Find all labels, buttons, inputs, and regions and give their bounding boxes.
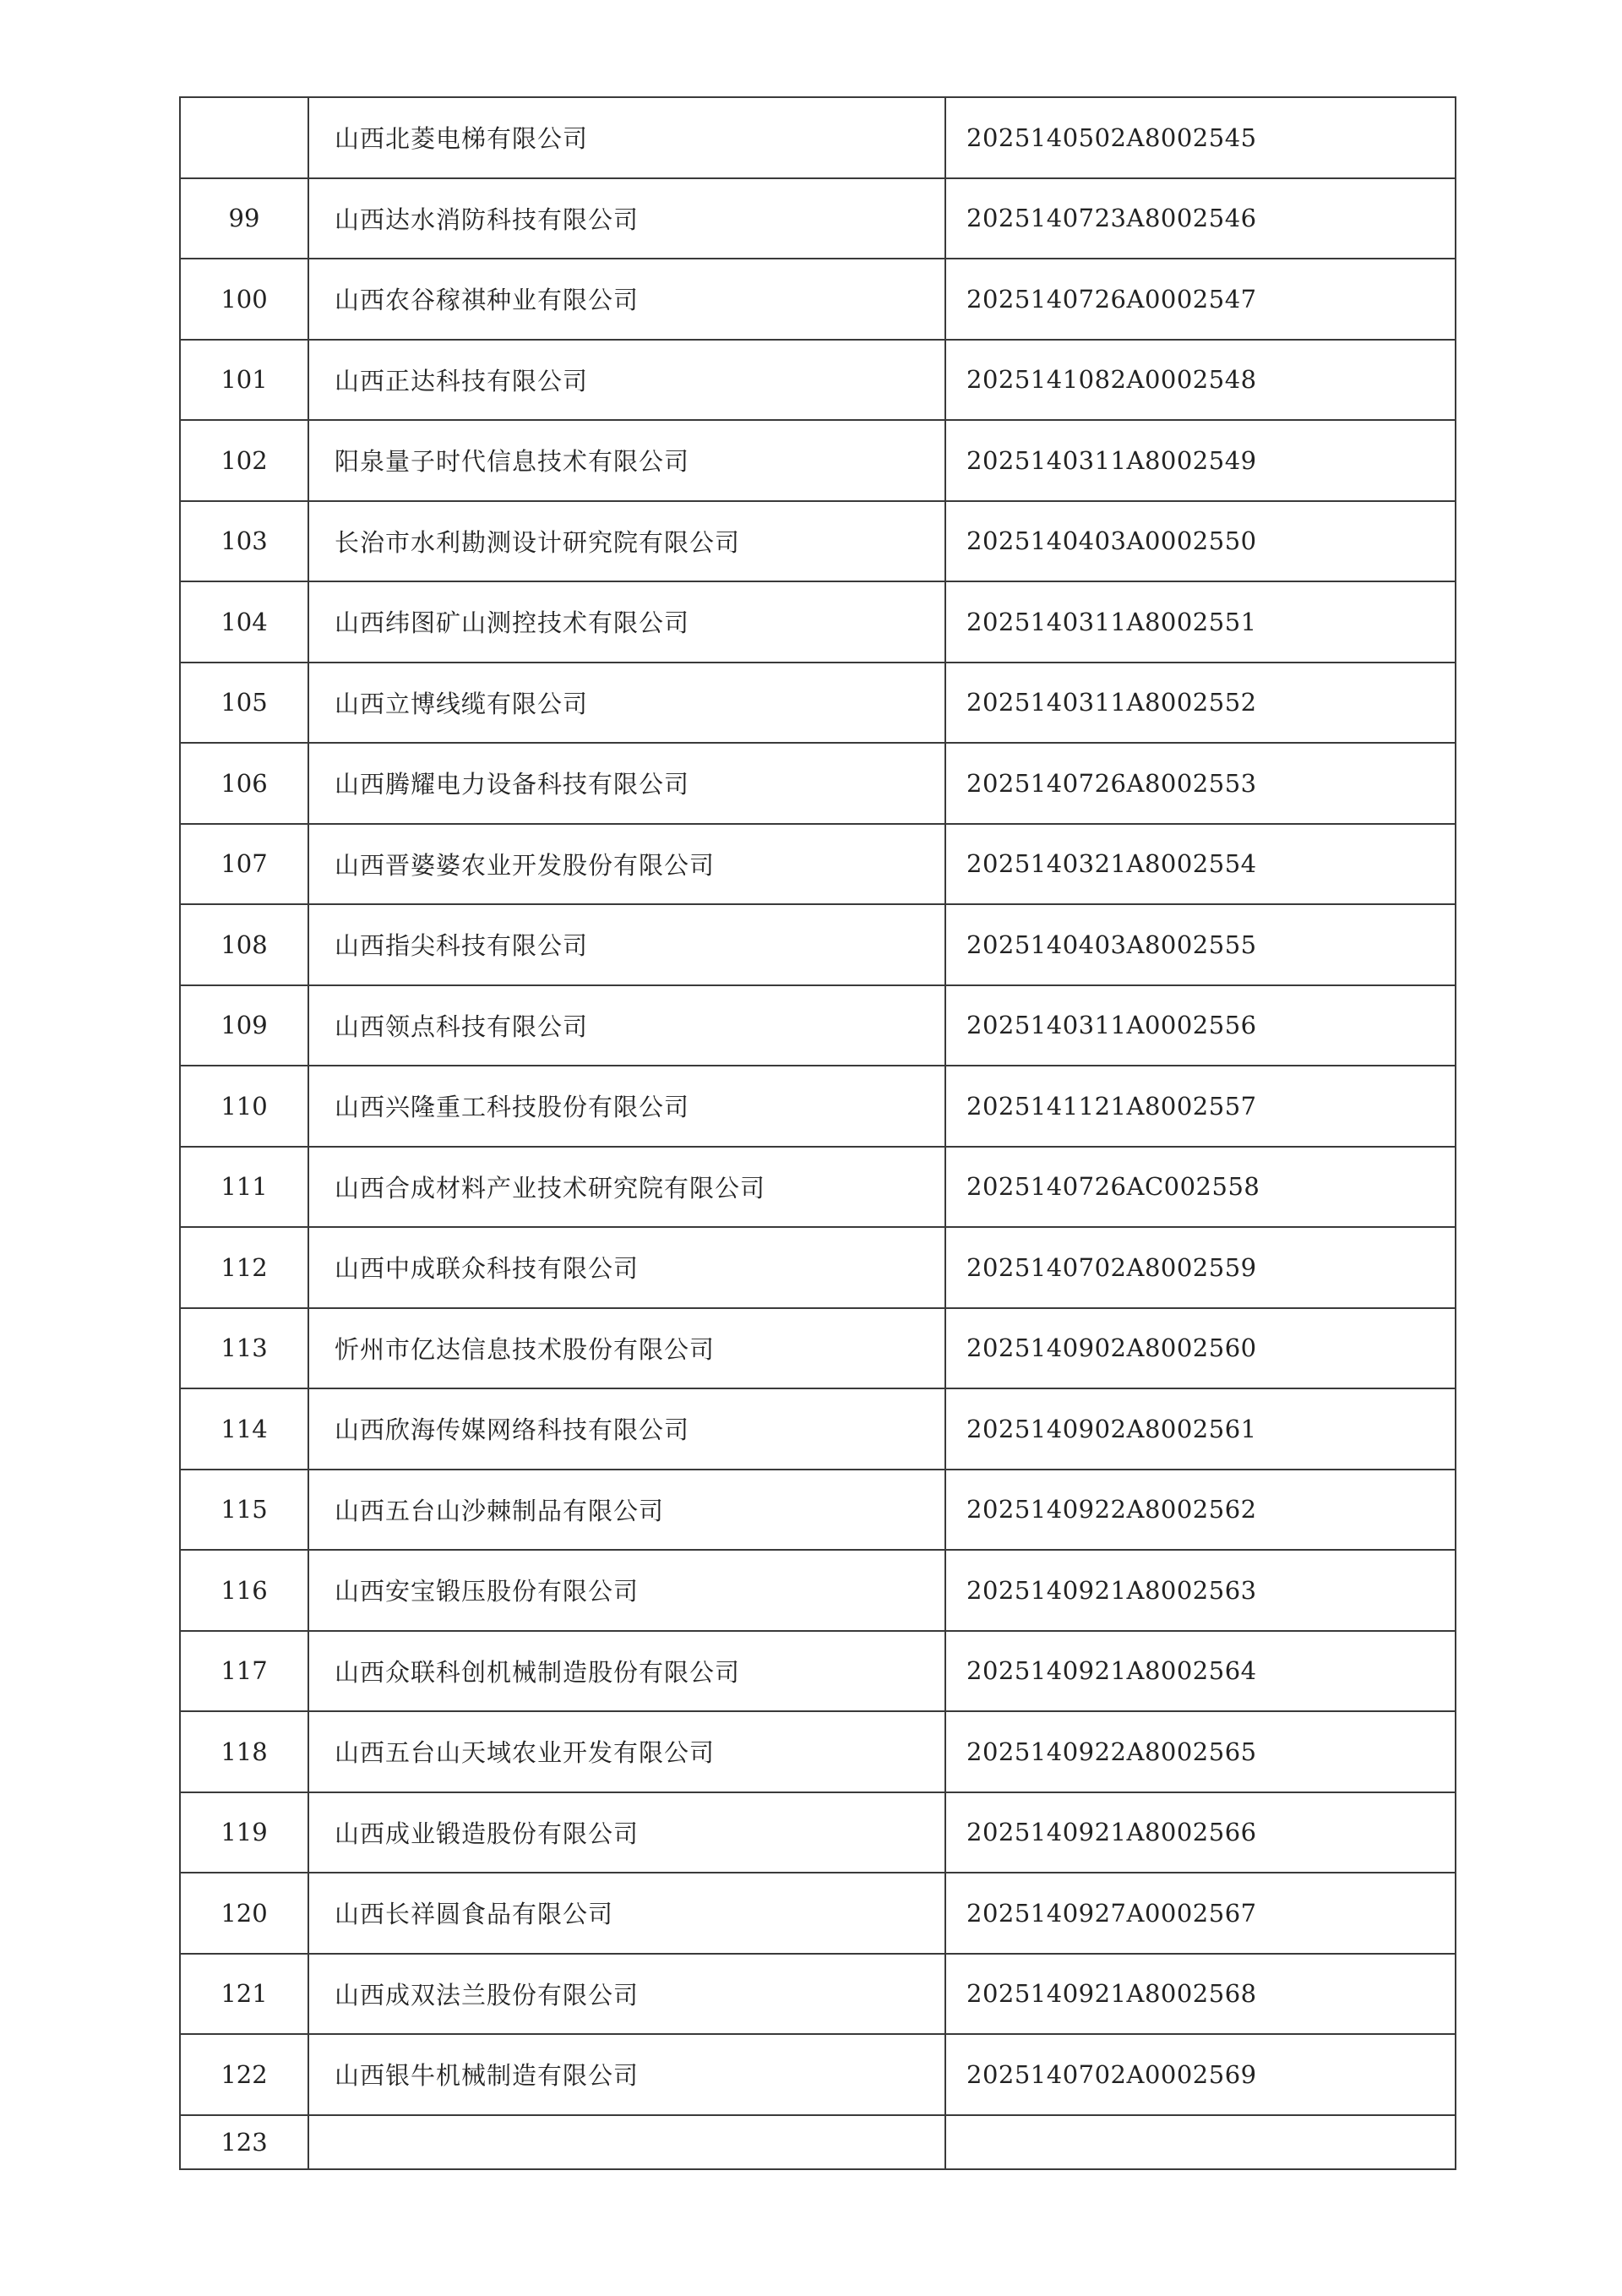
company-name-cell: 山西成业锻造股份有限公司 <box>308 1792 945 1873</box>
company-name-cell: 山西银牛机械制造有限公司 <box>308 2034 945 2115</box>
row-number-cell: 100 <box>180 259 308 340</box>
table-row <box>180 985 1456 1066</box>
company-name-cell: 山西晋婆婆农业开发股份有限公司 <box>308 824 945 905</box>
company-name-cell: 山西农谷稼祺种业有限公司 <box>308 259 945 340</box>
registration-code-cell: 2025140921A8002563 <box>945 1550 1456 1631</box>
registration-code-cell: 2025140921A8002568 <box>945 1954 1456 2035</box>
row-number-cell: 116 <box>180 1550 308 1631</box>
company-name-cell: 山西北菱电梯有限公司 <box>308 97 945 178</box>
company-name-cell: 山西安宝锻压股份有限公司 <box>308 1550 945 1631</box>
company-name-cell: 山西立博线缆有限公司 <box>308 663 945 744</box>
row-number-cell: 119 <box>180 1792 308 1873</box>
row-number-cell: 110 <box>180 1066 308 1147</box>
registration-code-cell: 2025140502A8002545 <box>945 97 1456 178</box>
table-row <box>180 1792 1456 1873</box>
row-number-cell: 112 <box>180 1227 308 1308</box>
row-number-cell: 106 <box>180 743 308 824</box>
company-name-cell: 山西众联科创机械制造股份有限公司 <box>308 1631 945 1712</box>
registration-code-cell: 2025140921A8002566 <box>945 1792 1456 1873</box>
table-row <box>180 904 1456 985</box>
row-number-cell: 107 <box>180 824 308 905</box>
row-number-cell: 111 <box>180 1147 308 1228</box>
row-number-cell: 118 <box>180 1711 308 1792</box>
company-name-cell: 山西兴隆重工科技股份有限公司 <box>308 1066 945 1147</box>
company-name-cell: 山西五台山天域农业开发有限公司 <box>308 1711 945 1792</box>
company-registry-table <box>179 96 1456 2170</box>
table-row <box>180 340 1456 421</box>
row-number-cell: 109 <box>180 985 308 1066</box>
registration-code-cell: 2025140311A0002556 <box>945 985 1456 1066</box>
company-name-cell: 山西五台山沙棘制品有限公司 <box>308 1470 945 1551</box>
row-number-cell: 117 <box>180 1631 308 1712</box>
registration-code-cell: 2025140702A8002559 <box>945 1227 1456 1308</box>
registration-code-cell: 2025140902A8002561 <box>945 1388 1456 1470</box>
registration-code-cell: 2025140311A8002551 <box>945 581 1456 663</box>
table-row <box>180 97 1456 178</box>
registration-code-cell: 2025140311A8002549 <box>945 420 1456 501</box>
row-number-cell: 120 <box>180 1873 308 1954</box>
company-name-cell: 忻州市亿达信息技术股份有限公司 <box>308 1308 945 1389</box>
registration-code-cell: 2025141121A8002557 <box>945 1066 1456 1147</box>
registration-code-cell: 2025140702A0002569 <box>945 2034 1456 2115</box>
table-row <box>180 1388 1456 1470</box>
table-row <box>180 420 1456 501</box>
registration-code-cell: 2025140921A8002564 <box>945 1631 1456 1712</box>
company-name-cell: 山西中成联众科技有限公司 <box>308 1227 945 1308</box>
table-row <box>180 663 1456 744</box>
row-number-cell: 105 <box>180 663 308 744</box>
table-row <box>180 2115 1456 2169</box>
row-number-cell <box>180 97 308 178</box>
registration-code-cell: 2025140723A8002546 <box>945 178 1456 259</box>
company-name-cell: 山西腾耀电力设备科技有限公司 <box>308 743 945 824</box>
table-row <box>180 178 1456 259</box>
registration-code-cell: 2025140403A8002555 <box>945 904 1456 985</box>
registration-code-cell: 2025140726AC002558 <box>945 1147 1456 1228</box>
row-number-cell: 123 <box>180 2115 308 2169</box>
company-name-cell: 山西领点科技有限公司 <box>308 985 945 1066</box>
registration-code-cell: 2025140922A8002562 <box>945 1470 1456 1551</box>
row-number-cell: 104 <box>180 581 308 663</box>
table-row <box>180 824 1456 905</box>
table-row <box>180 1147 1456 1228</box>
table-row <box>180 1631 1456 1712</box>
table-row <box>180 1954 1456 2035</box>
table-row <box>180 581 1456 663</box>
table-row <box>180 2034 1456 2115</box>
registration-code-cell: 2025140902A8002560 <box>945 1308 1456 1389</box>
registration-code-cell: 2025140321A8002554 <box>945 824 1456 905</box>
company-name-cell: 山西正达科技有限公司 <box>308 340 945 421</box>
registration-code-cell: 2025141082A0002548 <box>945 340 1456 421</box>
registration-code-cell: 2025140726A0002547 <box>945 259 1456 340</box>
row-number-cell: 102 <box>180 420 308 501</box>
row-number-cell: 99 <box>180 178 308 259</box>
company-name-cell: 山西成双法兰股份有限公司 <box>308 1954 945 2035</box>
company-name-cell <box>308 2115 945 2169</box>
company-name-cell: 阳泉量子时代信息技术有限公司 <box>308 420 945 501</box>
registration-code-cell: 2025140311A8002552 <box>945 663 1456 744</box>
row-number-cell: 115 <box>180 1470 308 1551</box>
table-row <box>180 1470 1456 1551</box>
table-row <box>180 259 1456 340</box>
company-name-cell: 山西长祥圆食品有限公司 <box>308 1873 945 1954</box>
row-number-cell: 114 <box>180 1388 308 1470</box>
company-name-cell: 长治市水利勘测设计研究院有限公司 <box>308 501 945 582</box>
company-name-cell: 山西欣海传媒网络科技有限公司 <box>308 1388 945 1470</box>
table-row <box>180 1550 1456 1631</box>
table-row <box>180 1066 1456 1147</box>
row-number-cell: 103 <box>180 501 308 582</box>
table-body <box>180 97 1456 2169</box>
row-number-cell: 101 <box>180 340 308 421</box>
row-number-cell: 108 <box>180 904 308 985</box>
table-row <box>180 1711 1456 1792</box>
row-number-cell: 121 <box>180 1954 308 2035</box>
row-number-cell: 122 <box>180 2034 308 2115</box>
table-row <box>180 1873 1456 1954</box>
company-name-cell: 山西指尖科技有限公司 <box>308 904 945 985</box>
company-name-cell: 山西纬图矿山测控技术有限公司 <box>308 581 945 663</box>
company-name-cell: 山西合成材料产业技术研究院有限公司 <box>308 1147 945 1228</box>
registration-code-cell: 2025140927A0002567 <box>945 1873 1456 1954</box>
company-name-cell: 山西达水消防科技有限公司 <box>308 178 945 259</box>
table-row <box>180 501 1456 582</box>
registration-code-cell: 2025140403A0002550 <box>945 501 1456 582</box>
table-row <box>180 1308 1456 1389</box>
table-row <box>180 743 1456 824</box>
registration-code-cell: 2025140726A8002553 <box>945 743 1456 824</box>
row-number-cell: 113 <box>180 1308 308 1389</box>
registration-code-cell <box>945 2115 1456 2169</box>
table-row <box>180 1227 1456 1308</box>
registration-code-cell: 2025140922A8002565 <box>945 1711 1456 1792</box>
